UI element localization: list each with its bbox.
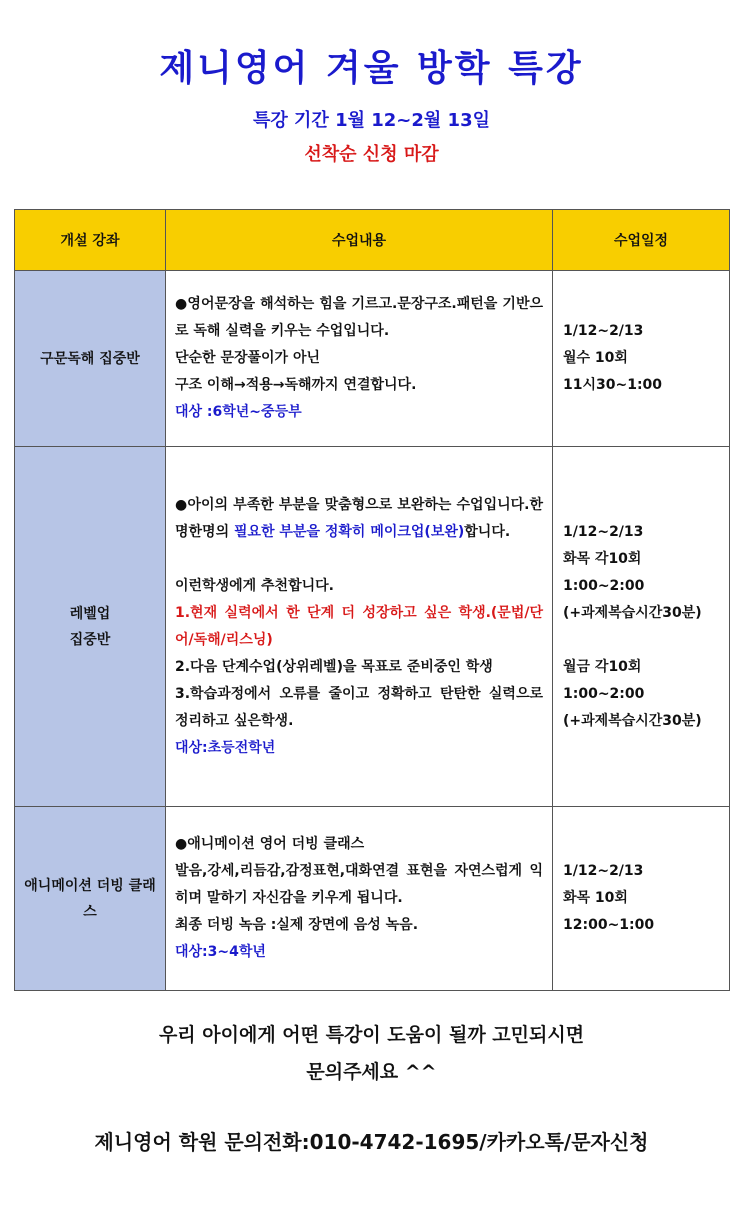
course-content [166, 807, 553, 991]
course-schedule [553, 807, 730, 991]
course-schedule [553, 447, 730, 807]
schedule-line: 1/12~2/13 [563, 323, 644, 339]
spacer [175, 546, 543, 573]
schedule-line: 1:00~2:00 [563, 685, 645, 702]
target-audience: 대상:3~4학년 [175, 944, 266, 960]
closing-notice: 선착순 신청 마감 [304, 144, 439, 165]
content-text-part: ●아이의 부족한 부분을 맞춤형으로 보완하는 수업입니다.한명한명의 [175, 496, 543, 540]
highlight-text: 필요한 부분을 정확히 메이크업(보완) [233, 523, 465, 540]
table-row [15, 271, 730, 447]
recommend-item: 1.현재 실력에서 한 단계 더 성장하고 싶은 학생.(문법/단어/독해/리스닝) [175, 604, 543, 648]
schedule-line: 12:00~1:00 [563, 917, 655, 933]
spacer [563, 627, 719, 654]
schedule-line: 월수 10회 [563, 350, 628, 366]
recommend-item: 3.학습과정에서 오류를 줄이고 정확하고 탄탄한 실력으로 정리하고 싶은학생. [175, 685, 543, 729]
course-name [15, 447, 166, 807]
course-content [166, 447, 553, 807]
schedule-line: (+과제복습시간30분) [563, 712, 702, 729]
content-text: ●애니메이션 영어 더빙 클래스 [175, 836, 365, 852]
course-content [166, 271, 553, 447]
footer-message: 우리 아이에게 어떤 특강이 도움이 될까 고민되시면 [158, 1024, 585, 1046]
course-name-line: 집중반 [69, 631, 111, 648]
header-schedule: 수업일정 [553, 210, 730, 271]
table-row [15, 807, 730, 991]
content-text [175, 492, 543, 546]
schedule-line: 11시30~1:00 [563, 377, 663, 393]
course-name: 구문독해 집중반 [15, 271, 166, 447]
recommend-item: 2.다음 단계수업(상위레벨)을 목표로 준비중인 학생 [175, 658, 493, 675]
schedule-line: 월금 각10회 [563, 658, 642, 675]
content-text-part: 합니다. [464, 523, 511, 540]
schedule-line: 1/12~2/13 [563, 863, 644, 879]
page-title: 제니영어 겨울 방학 특강 [159, 48, 584, 89]
content-text: 최종 더빙 녹음 :실제 장면에 음성 녹음. [175, 917, 419, 933]
header-course: 개설 강좌 [15, 210, 166, 271]
contact-info: 제니영어 학원 문의전화:010-4742-1695/카카오톡/문자신청 [94, 1130, 649, 1154]
table-header-row [15, 210, 730, 271]
content-text: 단순한 문장풀이가 아닌 [175, 350, 320, 366]
schedule-line: 1:00~2:00 [563, 577, 645, 594]
target-audience: 대상:초등전학년 [175, 739, 276, 756]
content-text: 발음,강세,리듬감,감정표현,대화연결 표현을 자연스럽게 익히며 말하기 자신감을 키우게 됩니다. [175, 863, 543, 906]
header-content: 수업내용 [166, 210, 553, 271]
schedule-line: 화목 10회 [563, 890, 628, 906]
course-name-line: 레벨업 [69, 605, 111, 622]
table-row [15, 447, 730, 807]
schedule-line: (+과제복습시간30분) [563, 604, 702, 621]
target-audience: 대상 :6학년~중등부 [175, 404, 302, 420]
schedule-line: 화목 각10회 [563, 550, 642, 567]
recommend-heading: 이런학생에게 추천합니다. [175, 577, 334, 594]
footer-message: 문의주세요 ^^ [306, 1061, 437, 1083]
content-text: 구조 이해→적용→독해까지 연결합니다. [175, 377, 417, 393]
content-text: ●영어문장을 해석하는 힘을 기르고.문장구조.패턴을 기반으로 독해 실력을 키우는 수업입니다. [175, 296, 543, 339]
course-schedule-table [14, 209, 730, 991]
course-period: 특강 기간 1월 12~2월 13일 [252, 110, 490, 131]
schedule-line: 1/12~2/13 [563, 523, 644, 540]
course-schedule [553, 271, 730, 447]
course-name: 애니메이션 더빙 클래스 [15, 807, 166, 991]
